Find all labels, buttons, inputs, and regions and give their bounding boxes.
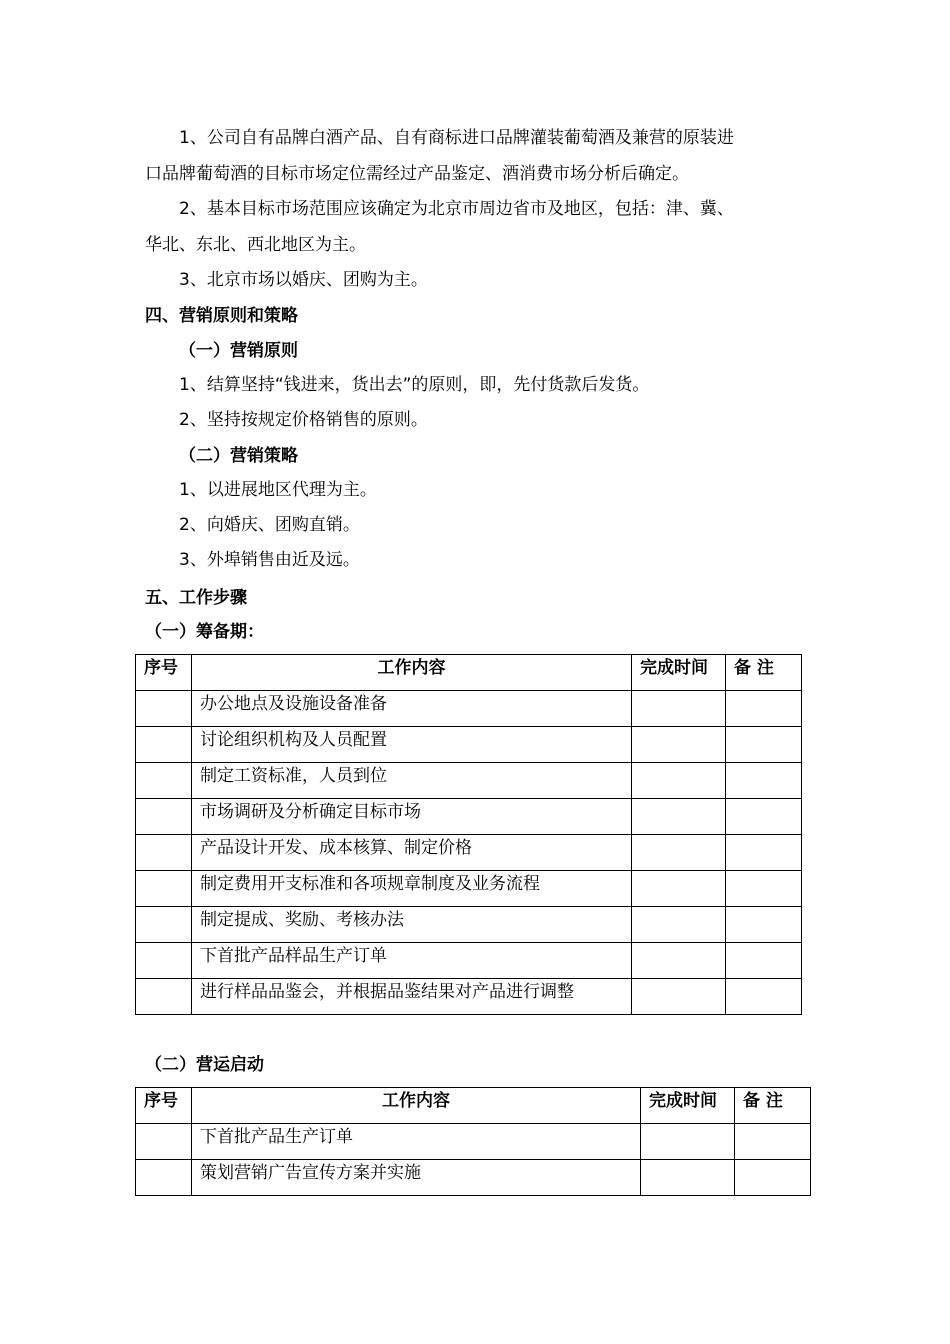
cell-remark (735, 1124, 811, 1160)
cell-time (632, 943, 726, 979)
cell-content: 产品设计开发、成本核算、制定价格 (192, 835, 632, 871)
table-row (136, 943, 802, 979)
cell-content: 办公地点及设施设备准备 (192, 691, 632, 727)
cell-no (136, 979, 192, 1015)
cell-no (136, 1124, 192, 1160)
table-row (136, 907, 802, 943)
table-row (136, 871, 802, 907)
header-time: 完成时间 (641, 1088, 735, 1124)
cell-no (136, 799, 192, 835)
phase-2-heading: （二）营运启动 (145, 1055, 264, 1075)
cell-no (136, 691, 192, 727)
header-no: 序号 (136, 655, 192, 691)
cell-remark (735, 1160, 811, 1196)
header-time: 完成时间 (632, 655, 726, 691)
cell-remark (726, 943, 802, 979)
phase-1-heading: （一）筹备期： (145, 622, 264, 642)
cell-content: 下首批产品样品生产订单 (192, 943, 632, 979)
section-4-sub2-heading: （二）营销策略 (179, 446, 298, 466)
principle-item-1: 1、结算坚持“钱进来，货出去”的原则，即，先付货款后发货。 (179, 375, 650, 395)
header-content: 工作内容 (192, 1088, 641, 1124)
cell-content: 制定工资标准，人员到位 (192, 763, 632, 799)
cell-time (632, 799, 726, 835)
cell-no (136, 727, 192, 763)
table-row (136, 835, 802, 871)
cell-no (136, 835, 192, 871)
paragraph-1-line-2: 口品牌葡萄酒的目标市场定位需经过产品鉴定、酒消费市场分析后确定。 (145, 164, 689, 184)
cell-content: 下首批产品生产订单 (192, 1124, 641, 1160)
cell-content: 进行样品品鉴会，并根据品鉴结果对产品进行调整 (192, 979, 632, 1015)
cell-time (632, 835, 726, 871)
cell-content: 制定费用开支标准和各项规章制度及业务流程 (192, 871, 632, 907)
table-row (136, 979, 802, 1015)
cell-time (641, 1124, 735, 1160)
cell-no (136, 1160, 192, 1196)
header-no: 序号 (136, 1088, 192, 1124)
cell-content: 策划营销广告宣传方案并实施 (192, 1160, 641, 1196)
table-row (136, 727, 802, 763)
principle-item-2: 2、坚持按规定价格销售的原则。 (179, 410, 428, 430)
table-header-row (136, 1088, 811, 1124)
paragraph-2-line-2: 华北、东北、西北地区为主。 (145, 235, 366, 255)
cell-content: 制定提成、奖励、考核办法 (192, 907, 632, 943)
table-header-row (136, 655, 802, 691)
cell-remark (726, 799, 802, 835)
strategy-item-1: 1、以进展地区代理为主。 (179, 480, 377, 500)
cell-time (632, 979, 726, 1015)
cell-no (136, 943, 192, 979)
cell-content: 市场调研及分析确定目标市场 (192, 799, 632, 835)
cell-time (632, 871, 726, 907)
cell-time (641, 1160, 735, 1196)
cell-remark (726, 763, 802, 799)
cell-no (136, 871, 192, 907)
strategy-item-2: 2、向婚庆、团购直销。 (179, 515, 360, 535)
header-remark: 备 注 (735, 1088, 811, 1124)
table-row (136, 691, 802, 727)
cell-time (632, 727, 726, 763)
cell-no (136, 907, 192, 943)
table-row (136, 763, 802, 799)
cell-time (632, 691, 726, 727)
paragraph-1-line-1: 1、公司自有品牌白酒产品、自有商标进口品牌灌装葡萄酒及兼营的原装进 (179, 128, 734, 148)
cell-no (136, 763, 192, 799)
table-row (136, 799, 802, 835)
cell-remark (726, 979, 802, 1015)
launch-table (135, 1087, 811, 1196)
strategy-item-3: 3、外埠销售由近及远。 (179, 550, 360, 570)
section-4-heading: 四、营销原则和策略 (145, 306, 298, 326)
table-row (136, 1160, 811, 1196)
cell-remark (726, 691, 802, 727)
cell-remark (726, 907, 802, 943)
cell-remark (726, 727, 802, 763)
preparation-table (135, 654, 802, 1015)
paragraph-3: 3、北京市场以婚庆、团购为主。 (179, 270, 428, 290)
header-remark: 备 注 (726, 655, 802, 691)
cell-time (632, 907, 726, 943)
cell-remark (726, 871, 802, 907)
table-row (136, 1124, 811, 1160)
section-5-heading: 五、工作步骤 (145, 588, 247, 608)
header-content: 工作内容 (192, 655, 632, 691)
cell-time (632, 763, 726, 799)
cell-remark (726, 835, 802, 871)
cell-content: 讨论组织机构及人员配置 (192, 727, 632, 763)
section-4-sub1-heading: （一）营销原则 (179, 341, 298, 361)
paragraph-2-line-1: 2、基本目标市场范围应该确定为北京市周边省市及地区，包括：津、冀、 (179, 199, 734, 219)
